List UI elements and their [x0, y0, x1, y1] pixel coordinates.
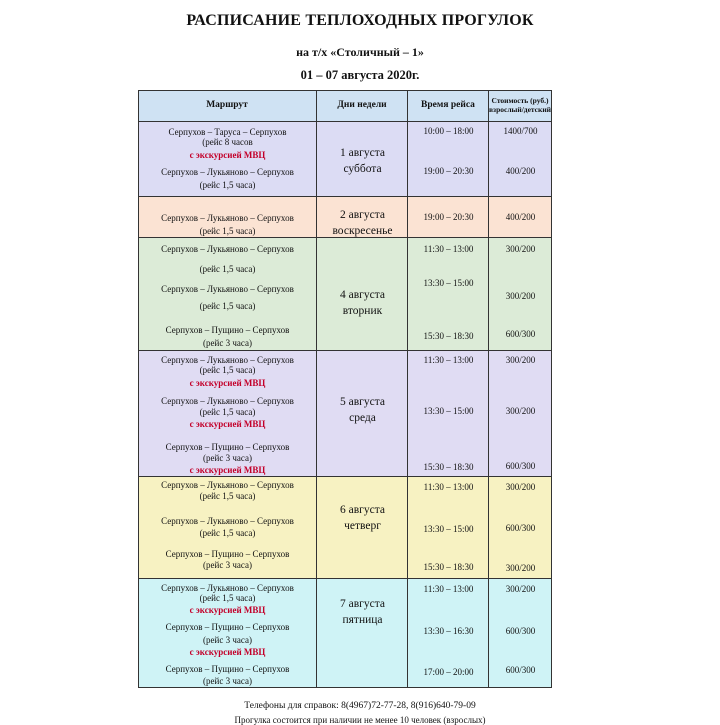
excursion-label: с экскурсией МВЦ [189, 419, 266, 429]
departure-time: 13:30 – 15:00 [423, 406, 474, 416]
route-line: Серпухов – Пущино – Серпухов [165, 325, 290, 335]
ticket-price: 600/300 [505, 523, 536, 533]
ticket-price: 300/200 [505, 584, 536, 594]
date-label: 1 августа [339, 147, 385, 159]
footer-note: Прогулка состоится при наличии не менее 10 человек (взрослых) [234, 715, 486, 725]
ticket-price: 300/200 [505, 563, 536, 573]
schedule-table [138, 90, 552, 688]
route-line: Серпухов – Пущино – Серпухов [165, 664, 290, 674]
departure-time: 13:30 – 15:00 [423, 278, 474, 288]
route-line: (рейс 3 часа) [203, 560, 252, 570]
ticket-price: 300/200 [505, 355, 536, 365]
ticket-price: 600/300 [505, 665, 536, 675]
departure-time: 11:30 – 13:00 [423, 482, 474, 492]
route-line: Серпухов – Пущино – Серпухов [165, 442, 290, 452]
route-line: (рейс 8 часов [202, 137, 253, 147]
departure-time: 15:30 – 18:30 [423, 562, 474, 572]
route-line: Серпухов – Лукьяново – Серпухов [161, 583, 294, 593]
header-price: Стоимость (руб.) взрослый/детский [489, 90, 552, 122]
weekday-label: среда [349, 411, 376, 424]
departure-time: 13:30 – 15:00 [423, 524, 474, 534]
route-line: Серпухов – Лукьяново – Серпухов [161, 396, 294, 406]
header-day: Дни недели [317, 90, 408, 122]
weekday-label: вторник [342, 304, 383, 317]
weekday-date [317, 146, 408, 177]
ticket-price: 400/200 [505, 212, 536, 222]
departure-time: 19:00 – 20:30 [423, 166, 474, 176]
weekday-label: четверг [344, 519, 381, 532]
departure-time: 13:30 – 16:30 [423, 626, 474, 636]
route-line: (рейс 3 часа) [203, 338, 252, 348]
departure-time: 11:30 – 13:00 [423, 355, 474, 365]
ship-name: на т/х «Столичный – 1» [296, 45, 424, 59]
date-label: 7 августа [339, 598, 385, 610]
weekday-date [317, 208, 408, 239]
departure-time: 10:00 – 18:00 [423, 126, 474, 136]
ticket-price: 300/200 [505, 482, 536, 492]
route-line: (рейс 1,5 часа) [199, 264, 256, 274]
route-line: (рейс 1,5 часа) [199, 180, 256, 190]
page-title: РАСПИСАНИЕ ТЕПЛОХОДНЫХ ПРОГУЛОК [186, 12, 534, 29]
ticket-price: 300/200 [505, 291, 536, 301]
weekday-label: пятница [342, 613, 383, 626]
excursion-label: с экскурсией МВЦ [189, 150, 266, 160]
departure-time: 11:30 – 13:00 [423, 244, 474, 254]
weekday-date [317, 395, 408, 426]
route-line: (рейс 3 часа) [203, 635, 252, 645]
route-line: Серпухов – Пущино – Серпухов [165, 549, 290, 559]
weekday-date [317, 597, 408, 628]
ticket-price: 1400/700 [503, 126, 538, 136]
route-line: Серпухов – Лукьяново – Серпухов [161, 244, 294, 254]
route-line: (рейс 1,5 часа) [199, 365, 256, 375]
route-line: (рейс 1,5 часа) [199, 528, 256, 538]
header-time: Время рейса [408, 90, 489, 122]
footer-phones: Телефоны для справок: 8(4967)72-77-28, 8(916)640-79-09 [244, 701, 476, 711]
ticket-price: 400/200 [505, 166, 536, 176]
date-label: 5 августа [339, 396, 385, 408]
departure-time: 19:00 – 20:30 [423, 212, 474, 222]
route-line: Серпухов – Лукьяново – Серпухов [161, 213, 294, 223]
date-range: 01 – 07 августа 2020г. [300, 68, 420, 82]
date-label: 2 августа [339, 209, 385, 221]
route-line: (рейс 1,5 часа) [199, 301, 256, 311]
ticket-price: 300/200 [505, 244, 536, 254]
route-line: Серпухов – Лукьяново – Серпухов [161, 480, 294, 490]
weekday-label: суббота [343, 162, 382, 175]
route-line: Серпухов – Лукьяново – Серпухов [161, 167, 294, 177]
date-label: 6 августа [339, 504, 385, 516]
ticket-price: 600/300 [505, 329, 536, 339]
route-line: (рейс 3 часа) [203, 676, 252, 686]
route-line: (рейс 1,5 часа) [199, 407, 256, 417]
departure-time: 15:30 – 18:30 [423, 462, 474, 472]
route-line: Серпухов – Лукьяново – Серпухов [161, 355, 294, 365]
excursion-label: с экскурсией МВЦ [189, 605, 266, 615]
excursion-label: с экскурсией МВЦ [189, 378, 266, 388]
departure-time: 17:00 – 20:00 [423, 667, 474, 677]
route-line: Серпухов – Пущино – Серпухов [165, 622, 290, 632]
weekday-date [317, 503, 408, 534]
route-line: (рейс 1,5 часа) [199, 491, 256, 501]
ticket-price: 600/300 [505, 461, 536, 471]
header-route: Маршрут [138, 90, 317, 122]
departure-time: 11:30 – 13:00 [423, 584, 474, 594]
route-line: Серпухов – Таруса – Серпухов [168, 127, 287, 137]
day-cell [317, 579, 408, 688]
excursion-label: с экскурсией МВЦ [189, 647, 266, 657]
ticket-price: 600/300 [505, 626, 536, 636]
route-line: (рейс 1,5 часа) [199, 226, 256, 236]
excursion-label: с экскурсией МВЦ [189, 465, 266, 475]
route-line: (рейс 1,5 часа) [199, 593, 256, 603]
route-line: Серпухов – Лукьяново – Серпухов [161, 284, 294, 294]
route-line: Серпухов – Лукьяново – Серпухов [161, 516, 294, 526]
departure-time: 15:30 – 18:30 [423, 331, 474, 341]
weekday-date [317, 288, 408, 319]
ticket-price: 300/200 [505, 406, 536, 416]
date-label: 4 августа [339, 289, 385, 301]
route-line: (рейс 3 часа) [203, 453, 252, 463]
weekday-label: воскресенье [332, 224, 393, 237]
